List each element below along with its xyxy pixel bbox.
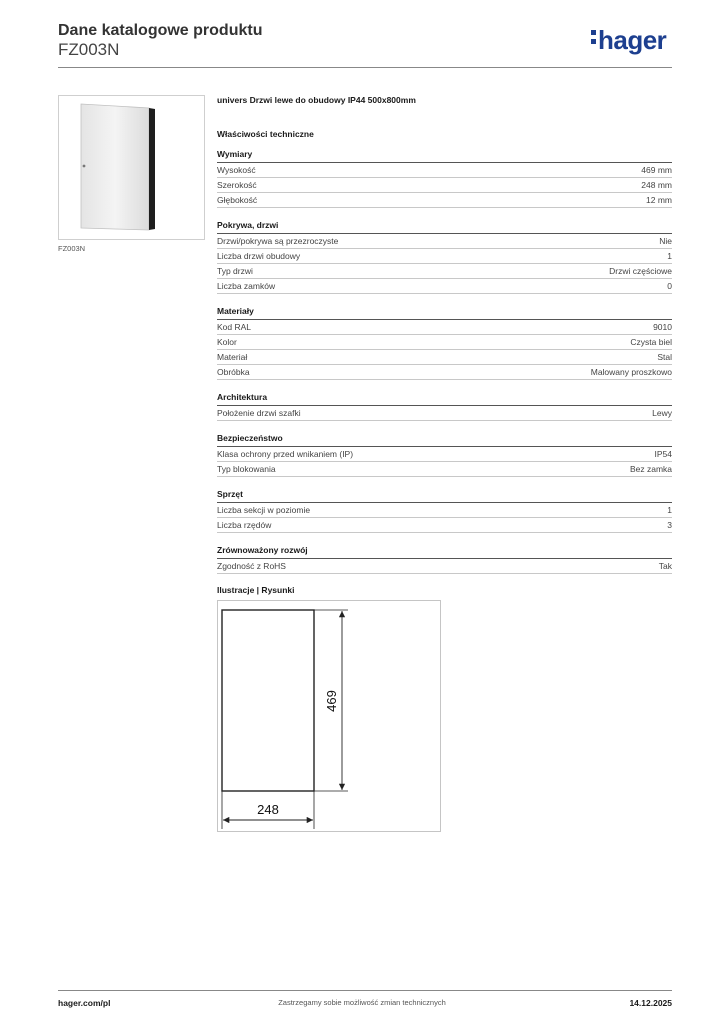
property-row [217,234,672,249]
website-link[interactable]: hager.com/pl [58,998,111,1008]
section-title: Bezpieczeństwo [217,433,672,447]
property-label: Liczba zamków [217,281,276,291]
footer-date: 14.12.2025 [629,998,672,1008]
width-dimension-label: 248 [257,802,279,817]
property-label: Szerokość [217,180,257,190]
property-row [217,503,672,518]
property-row [217,365,672,380]
property-row [217,447,672,462]
property-row [217,320,672,335]
product-photo [58,95,205,240]
property-value: 12 mm [646,195,672,205]
property-row [217,559,672,574]
property-label: Głębokość [217,195,258,205]
property-value: Stal [657,352,672,362]
section-title: Zrównoważony rozwój [217,545,672,559]
footer-divider [58,990,672,991]
section-title: Wymiary [217,149,672,163]
property-row [217,518,672,533]
property-value: 9010 [653,322,672,332]
property-section [217,392,672,421]
section-title: Sprzęt [217,489,672,503]
logo-text: hager [598,25,667,55]
property-label: Wysokość [217,165,256,175]
section-title: Architektura [217,392,672,406]
property-label: Typ blokowania [217,464,276,474]
property-row [217,178,672,193]
footer-disclaimer: Zastrzegamy sobie możliwość zmian technicznych [278,998,446,1007]
property-value: 1 [667,505,672,515]
property-row [217,350,672,365]
property-value: 469 mm [641,165,672,175]
hager-logo [591,25,666,55]
property-row [217,335,672,350]
property-label: Położenie drzwi szafki [217,408,301,418]
section-title: Materiały [217,306,672,320]
product-details [217,95,672,586]
property-value: Czysta biel [630,337,672,347]
property-label: Materiał [217,352,248,362]
property-section [217,489,672,533]
property-label: Liczba drzwi obudowy [217,251,301,261]
property-value: Tak [658,561,672,571]
door-outline [222,610,314,791]
property-value: Nie [659,236,672,246]
door-photo-icon [79,102,191,232]
property-label: Liczba sekcji w poziomie [217,505,311,515]
property-value: Drzwi częściowe [609,266,672,276]
product-title: univers Drzwi lewe do obudowy IP44 500x800mm [217,95,416,105]
photo-caption: FZ003N [58,244,86,253]
property-label: Kolor [217,337,237,347]
properties-sections [217,149,672,574]
dimension-drawing-svg [218,601,440,831]
dimension-drawing [217,600,441,832]
section-title: Pokrywa, drzwi [217,220,672,234]
property-section [217,220,672,294]
header-divider [58,67,672,68]
property-value: 1 [667,251,672,261]
property-label: Zgodność z RoHS [217,561,286,571]
property-label: Liczba rzędów [217,520,272,530]
technical-properties-heading: Właściwości techniczne [217,129,314,139]
property-label: Klasa ochrony przed wnikaniem (IP) [217,449,354,459]
property-value: Lewy [652,408,672,418]
height-dimension-label: 469 [324,690,339,712]
page-title: Dane katalogowe produktu [58,22,263,39]
property-section [217,149,672,208]
property-value: 248 mm [641,180,672,190]
property-label: Kod RAL [217,322,252,332]
property-value: 3 [667,520,672,530]
property-section [217,306,672,380]
property-row [217,279,672,294]
property-section [217,545,672,574]
property-label: Typ drzwi [217,266,253,276]
property-value: 0 [667,281,672,291]
logo-colon-icon [591,26,597,48]
property-section [217,433,672,477]
property-row [217,264,672,279]
property-label: Drzwi/pokrywa są przezroczyste [217,236,339,246]
property-value: IP54 [654,449,672,459]
property-row [217,249,672,264]
property-row [217,406,672,421]
property-value: Bez zamka [629,464,672,474]
product-code: FZ003N [58,40,120,59]
illustrations-heading: Ilustracje | Rysunki [217,585,295,595]
property-row [217,193,672,208]
property-value: Malowany proszkowo [590,367,672,377]
property-row [217,462,672,477]
property-label: Obróbka [217,367,250,377]
property-row [217,163,672,178]
